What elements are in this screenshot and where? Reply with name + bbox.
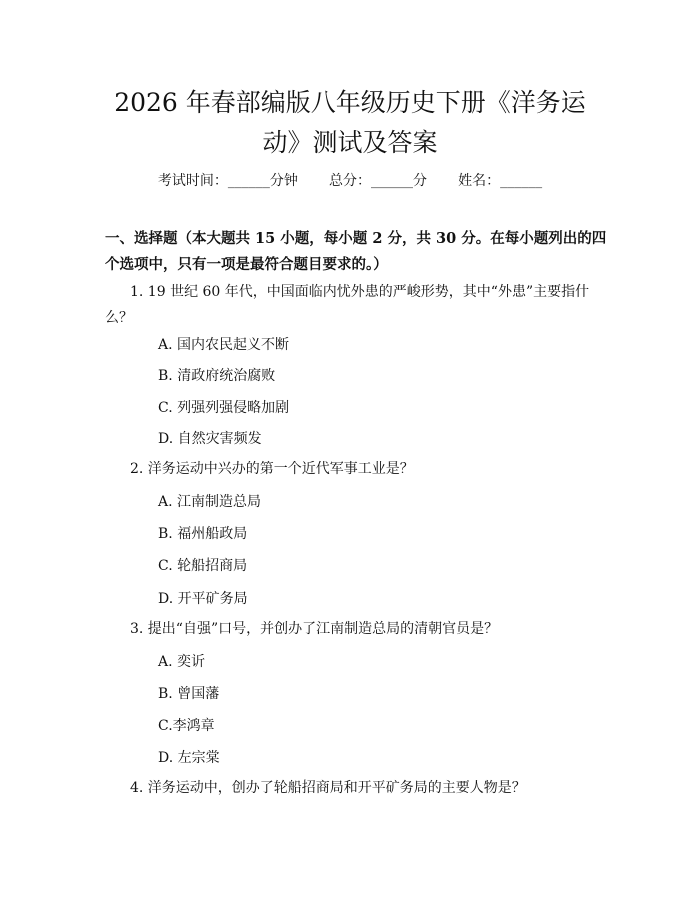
question-3-option-a: A. 奕䜣 (158, 654, 206, 670)
question-3-option-b: B. 曾国藩 (158, 686, 220, 702)
question-3-option-c: C.李鸿章 (158, 718, 215, 734)
question-4-text: 4. 洋务运动中，创办了轮船招商局和开平矿务局的主要人物是？ (130, 780, 526, 796)
section-heading: 一、选择题（本大题共 15 小题，每小题 2 分，共 30 分。在每小题列出的四个选项中，只有一项是最符合题目要求的。） (105, 230, 607, 273)
question-3 (130, 616, 615, 642)
question-2-option-a: A. 江南制造总局 (158, 494, 262, 510)
question-1-option-b: B. 清政府统治腐败 (158, 368, 276, 384)
document-title-line1: 2026 年春部编版八年级历史下册《洋务运 (114, 88, 586, 117)
question-1-option-a: A. 国内农民起义不断 (158, 337, 290, 353)
total-score-label: 总分：______分 (329, 173, 427, 189)
question-1-option-d: D. 自然灾害频发 (158, 431, 262, 447)
question-1-text-line1: 1. 19 世纪 60 年代，中国面临内忧外患的严峻形势，其中“外患”主要指什 (130, 284, 590, 300)
question-2-option-b: B. 福州船政局 (158, 526, 248, 542)
question-2-option-d: D. 开平矿务局 (158, 591, 248, 607)
question-1 (105, 279, 615, 331)
name-label: 姓名：______ (458, 173, 543, 189)
question-1-option-c: C. 列强列强侵略加剧 (158, 400, 290, 416)
question-2-option-c: C. 轮船招商局 (158, 558, 248, 574)
question-4 (130, 775, 615, 801)
question-3-text: 3. 提出“自强”口号，并创办了江南制造总局的清朝官员是？ (130, 621, 499, 637)
question-2-text: 2. 洋务运动中兴办的第一个近代军事工业是？ (130, 461, 414, 477)
question-2 (130, 456, 615, 482)
document-title-line2: 动》测试及答案 (262, 128, 438, 157)
exam-time-label: 考试时间：______分钟 (157, 173, 298, 189)
exam-meta-line (0, 170, 700, 190)
question-1-text-line2: 么？ (105, 310, 133, 326)
question-3-option-d: D. 左宗棠 (158, 750, 220, 766)
